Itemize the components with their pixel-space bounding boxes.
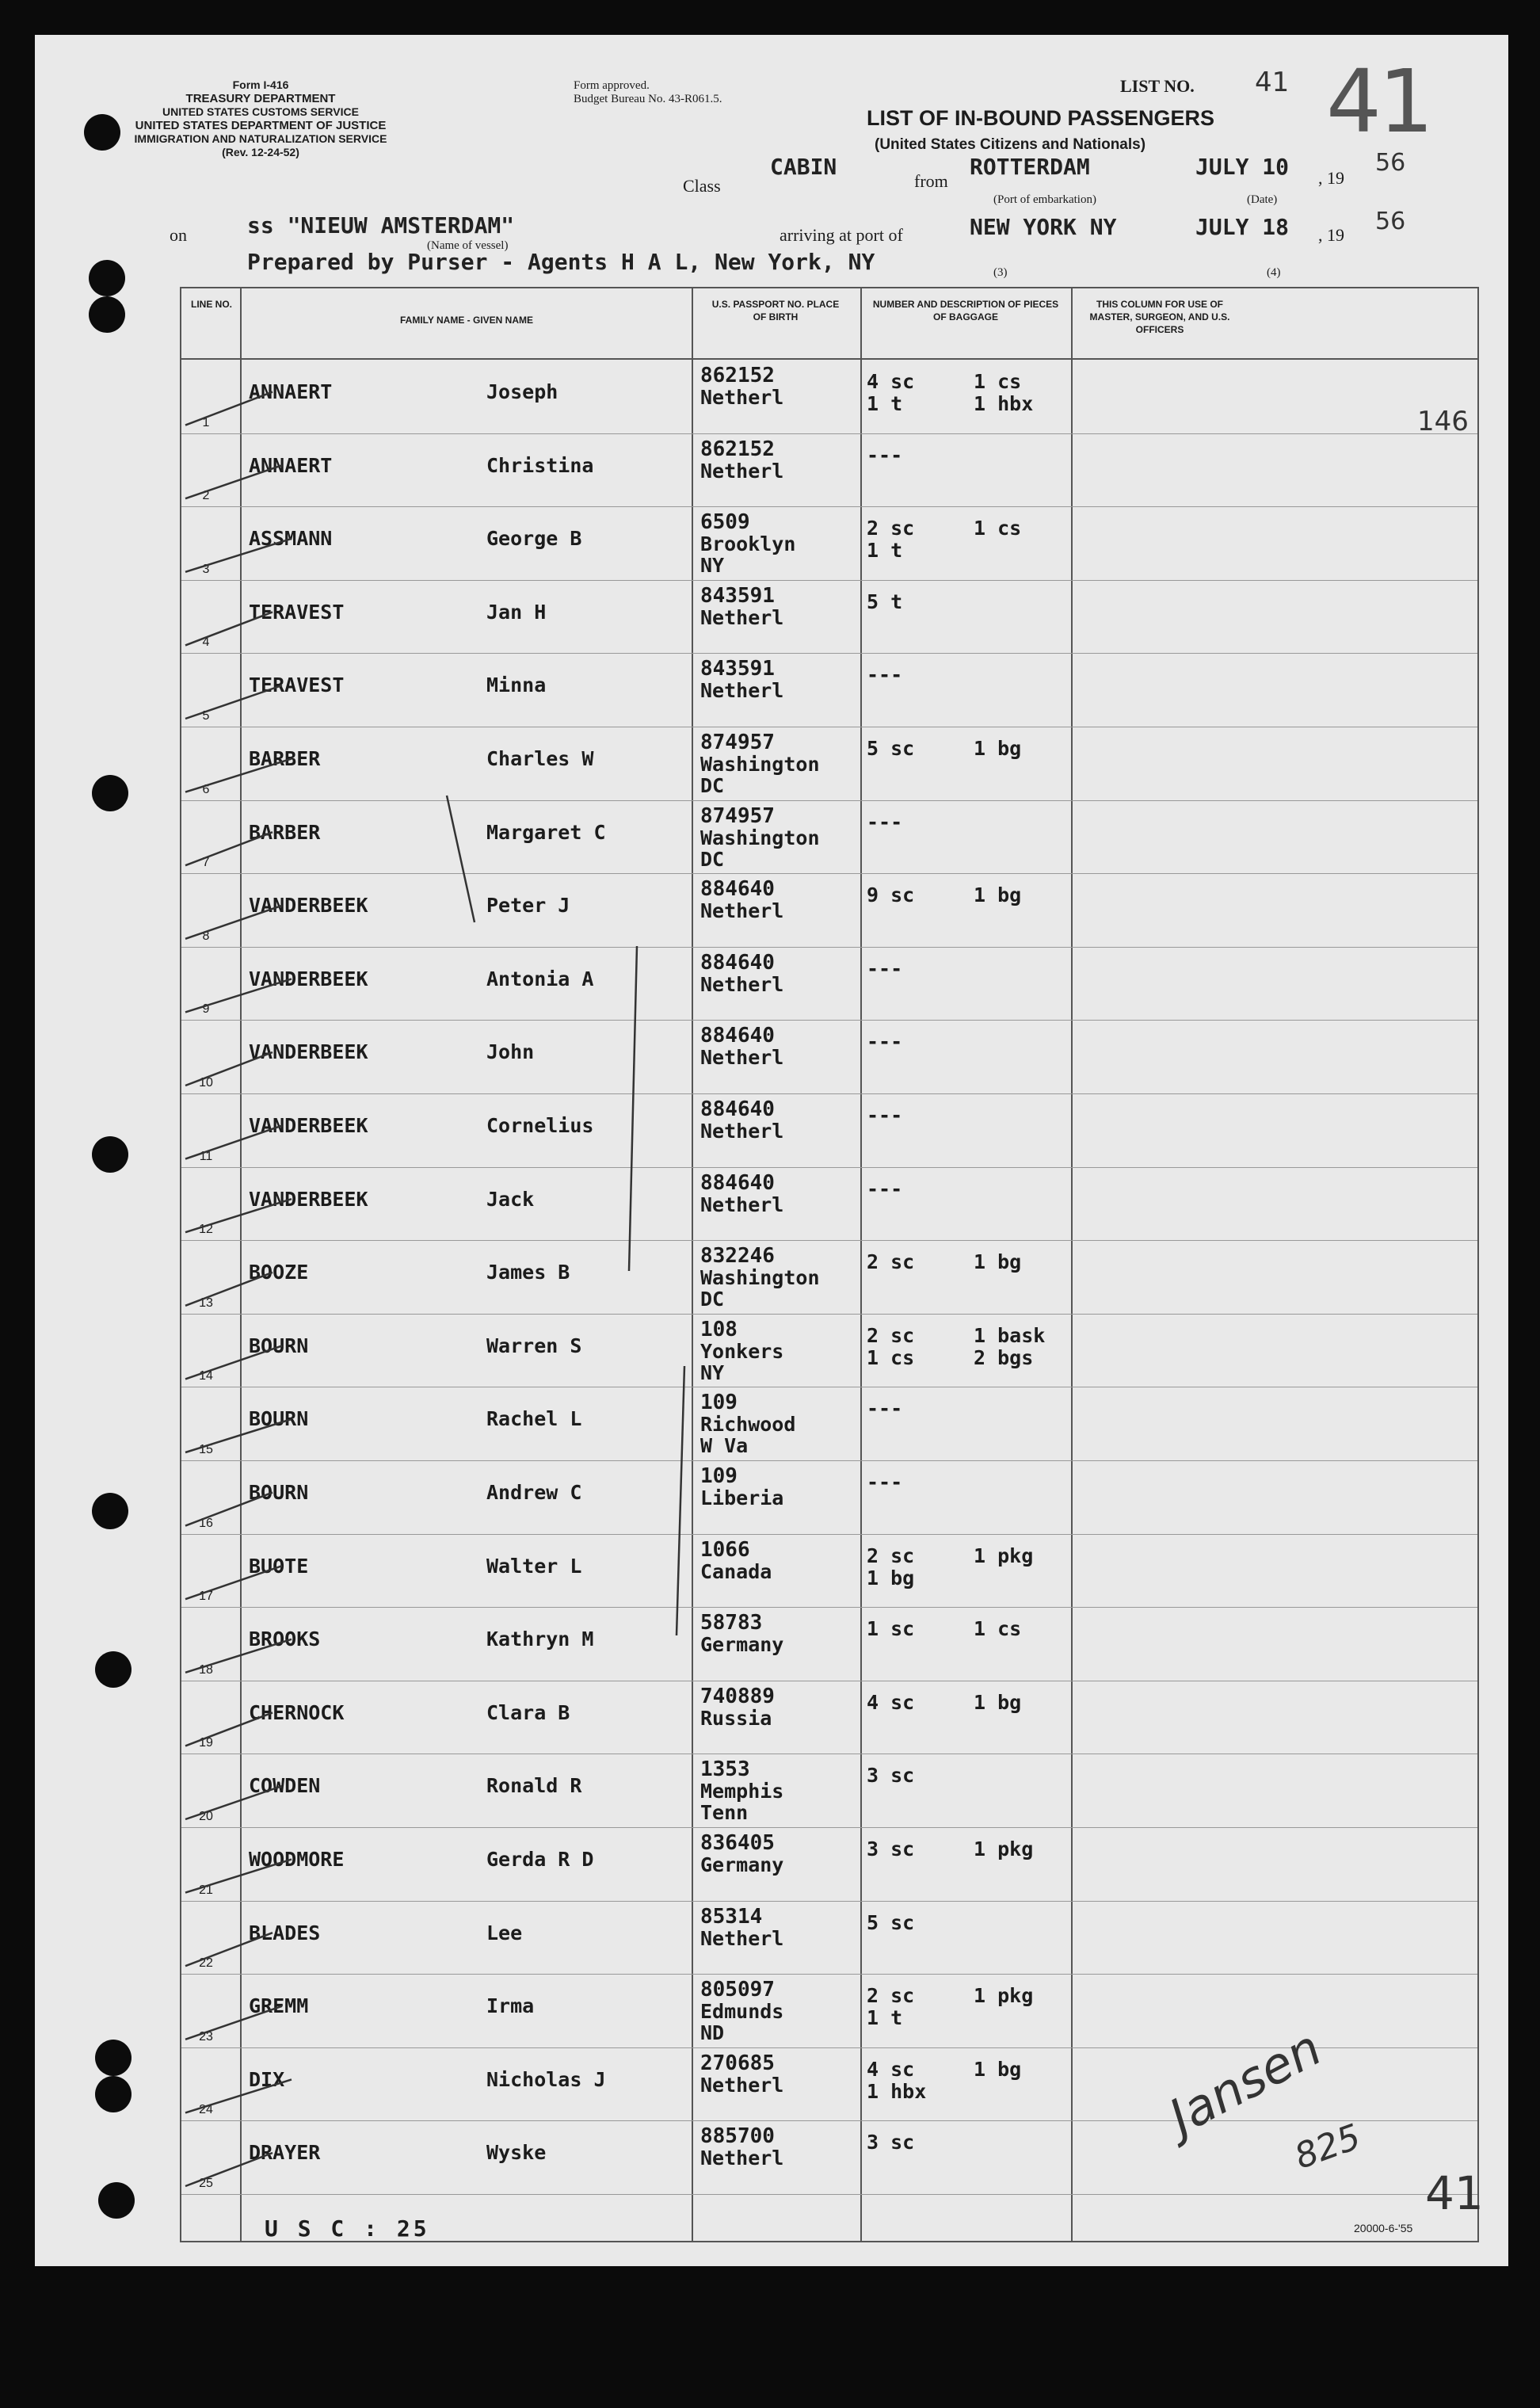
line-number: 8 xyxy=(202,929,210,943)
line-number: 2 xyxy=(202,489,210,503)
family-name: ANNAERT xyxy=(249,453,333,477)
date-label: (Date) xyxy=(1247,193,1278,206)
baggage-primary: --- xyxy=(867,443,903,467)
form-number: Form I-416 xyxy=(232,78,289,91)
family-name: BARBER xyxy=(249,820,321,844)
baggage-secondary: 1 cs 1 hbx xyxy=(974,370,1034,415)
punch-hole xyxy=(92,1493,128,1529)
class-label: Class xyxy=(683,176,721,196)
prepared-by: Prepared by Purser - Agents H A L, New York, NY xyxy=(247,249,875,275)
place-of-birth: Netherl xyxy=(700,459,784,483)
family-name: BOURN xyxy=(249,1334,309,1357)
family-name: DIX xyxy=(249,2067,285,2091)
baggage-primary: 3 sc xyxy=(867,1764,915,1788)
passport-number: 58783 xyxy=(700,1611,763,1635)
place-of-birth: Netherl xyxy=(700,972,784,996)
given-name: Lee xyxy=(486,1921,523,1944)
family-name: BUOTE xyxy=(249,1554,309,1578)
passenger-table xyxy=(180,287,1479,2242)
baggage-secondary: 1 cs xyxy=(974,1617,1022,1641)
baggage-primary: 5 sc xyxy=(867,1910,915,1934)
col-header-officers: THIS COLUMN FOR USE OF MASTER, SURGEON, AND U.S. OFFICERS xyxy=(1089,299,1230,335)
mark-4: (4) xyxy=(1267,266,1281,279)
class-value: CABIN xyxy=(770,154,837,180)
given-name: Kathryn M xyxy=(486,1628,594,1651)
given-name: Jack xyxy=(486,1187,535,1211)
baggage-secondary: 1 bask 2 bgs xyxy=(974,1323,1046,1369)
table-row xyxy=(181,2120,1477,2195)
line-number: 3 xyxy=(202,562,210,576)
baggage-primary: 5 t xyxy=(867,590,903,613)
table-row xyxy=(181,1387,1477,1461)
place-of-birth: Netherl xyxy=(700,605,784,629)
line-number: 16 xyxy=(199,1516,213,1530)
baggage-primary: --- xyxy=(867,1104,903,1127)
baggage-primary: 9 sc xyxy=(867,883,915,907)
place-of-birth: Edmunds ND xyxy=(700,2000,784,2045)
family-name: COWDEN xyxy=(249,1774,321,1798)
baggage-primary: --- xyxy=(867,810,903,834)
place-of-birth: Netherl xyxy=(700,1926,784,1950)
footer-usc-count: U S C : 25 xyxy=(265,2215,430,2242)
table-row xyxy=(181,1827,1477,1902)
family-name: ASSMANN xyxy=(249,527,333,551)
place-of-birth: Germany xyxy=(700,1853,784,1876)
baggage-primary: --- xyxy=(867,1397,903,1421)
passport-number: 843591 xyxy=(700,657,775,681)
line-number: 25 xyxy=(199,2176,213,2190)
given-name: Margaret C xyxy=(486,820,606,844)
given-name: Jan H xyxy=(486,600,547,624)
passport-number: 884640 xyxy=(700,950,775,975)
passport-number: 740889 xyxy=(700,1684,775,1708)
baggage-secondary: 1 bg xyxy=(974,1690,1022,1714)
given-name: Ronald R xyxy=(486,1774,582,1798)
place-of-birth: Netherl xyxy=(700,1046,784,1070)
baggage-secondary: 1 bg xyxy=(974,737,1022,760)
line-number: 5 xyxy=(202,708,210,723)
line-number: 12 xyxy=(199,1223,213,1237)
given-name: Charles W xyxy=(486,747,594,770)
passport-number: 109 xyxy=(700,1464,738,1488)
passport-number: 874957 xyxy=(700,731,775,754)
place-of-birth: Netherl xyxy=(700,1120,784,1143)
family-name: VANDERBEEK xyxy=(249,1040,368,1064)
departure-year-prefix: , 19 xyxy=(1318,168,1344,188)
line-number: 10 xyxy=(199,1075,213,1090)
passport-number: 843591 xyxy=(700,583,775,608)
table-row xyxy=(181,1607,1477,1681)
passport-number: 6509 xyxy=(700,510,750,535)
arrival-date: JULY 18 xyxy=(1195,214,1290,240)
place-of-birth: Germany xyxy=(700,1633,784,1657)
arrival-year: 56 xyxy=(1375,208,1406,235)
baggage-primary: 5 sc xyxy=(867,737,915,760)
given-name: Minna xyxy=(486,674,547,697)
place-of-birth: Memphis Tenn xyxy=(700,1780,784,1825)
embark-port: ROTTERDAM xyxy=(970,154,1090,180)
place-of-birth: Netherl xyxy=(700,899,784,923)
baggage-primary: 3 sc xyxy=(867,2131,915,2154)
treasury-dept: TREASURY DEPARTMENT xyxy=(185,92,336,105)
given-name: Antonia A xyxy=(486,967,594,990)
col-header-name: FAMILY NAME - GIVEN NAME xyxy=(399,315,534,326)
given-name: James B xyxy=(486,1261,570,1284)
punch-hole xyxy=(98,2182,135,2219)
place-of-birth: Brooklyn NY xyxy=(700,532,796,578)
table-row xyxy=(181,1020,1477,1094)
list-no-label: LIST NO. xyxy=(1120,76,1195,96)
place-of-birth: Netherl xyxy=(700,679,784,703)
line-number: 13 xyxy=(199,1296,213,1310)
baggage-secondary: 1 bg xyxy=(974,2057,1022,2081)
family-name: VANDERBEEK xyxy=(249,967,368,990)
place-of-birth: Netherl xyxy=(700,2073,784,2097)
family-name: BARBER xyxy=(249,747,321,770)
passport-number: 1353 xyxy=(700,1757,750,1782)
table-row xyxy=(181,800,1477,875)
punch-hole xyxy=(92,775,128,811)
baggage-primary: 2 sc 1 t xyxy=(867,517,915,563)
line-number: 4 xyxy=(202,635,210,650)
budget-bureau: Budget Bureau No. 43-R061.5. xyxy=(574,93,722,105)
family-name: WOODMORE xyxy=(249,1848,345,1871)
table-row xyxy=(181,653,1477,727)
vessel-name-label: (Name of vessel) xyxy=(427,239,509,252)
line-number: 24 xyxy=(199,2103,213,2117)
baggage-secondary: 1 bg xyxy=(974,883,1022,907)
line-number: 9 xyxy=(202,1002,210,1017)
given-name: George B xyxy=(486,527,582,551)
arriving-label: arriving at port of xyxy=(780,225,903,245)
vessel-name: ss "NIEUW AMSTERDAM" xyxy=(247,212,515,239)
passport-number: 836405 xyxy=(700,1831,775,1855)
line-number: 23 xyxy=(199,2029,213,2044)
table-row xyxy=(181,1167,1477,1242)
passport-number: 884640 xyxy=(700,877,775,902)
table-row xyxy=(181,873,1477,948)
given-name: Peter J xyxy=(486,894,570,918)
passport-number: 85314 xyxy=(700,1904,763,1929)
baggage-primary: --- xyxy=(867,1177,903,1200)
passport-number: 885700 xyxy=(700,2124,775,2149)
line-number: 20 xyxy=(199,1809,213,1823)
col-header-baggage: NUMBER AND DESCRIPTION OF PIECES OF BAGGAGE xyxy=(872,299,1059,322)
baggage-primary: 2 sc 1 t xyxy=(867,1984,915,2030)
manifest-subtitle: (United States Citizens and Nationals) xyxy=(875,136,1146,153)
given-name: Nicholas J xyxy=(486,2067,606,2091)
big-list-number: 41 xyxy=(1326,51,1431,152)
table-row xyxy=(181,1901,1477,1975)
baggage-secondary: 1 pkg xyxy=(974,1837,1034,1860)
baggage-primary: 3 sc xyxy=(867,1837,915,1860)
family-name: VANDERBEEK xyxy=(249,894,368,918)
line-number: 22 xyxy=(199,1956,213,1971)
on-label: on xyxy=(170,225,187,245)
given-name: Joseph xyxy=(486,380,558,403)
baggage-primary: --- xyxy=(867,663,903,687)
baggage-primary: 4 sc 1 t xyxy=(867,370,915,415)
place-of-birth: Washington DC xyxy=(700,1266,820,1311)
punch-hole xyxy=(89,296,125,333)
baggage-primary: --- xyxy=(867,1030,903,1054)
table-row xyxy=(181,580,1477,654)
passport-number: 109 xyxy=(700,1391,738,1415)
table-row xyxy=(181,433,1477,508)
given-name: Warren S xyxy=(486,1334,582,1357)
passport-number: 270685 xyxy=(700,2051,775,2075)
baggage-primary: 4 sc 1 hbx xyxy=(867,2057,927,2103)
place-of-birth: Richwood W Va xyxy=(700,1413,796,1458)
from-label: from xyxy=(914,171,948,191)
col-header-line-no: LINE NO. xyxy=(190,299,232,310)
family-name: VANDERBEEK xyxy=(249,1114,368,1137)
given-name: Andrew C xyxy=(486,1481,582,1504)
passport-number: 862152 xyxy=(700,437,775,461)
line-number: 18 xyxy=(199,1662,213,1677)
handwritten-list-number: 41 xyxy=(1425,2166,1484,2220)
given-name: Gerda R D xyxy=(486,1848,594,1871)
baggage-primary: 1 sc xyxy=(867,1617,915,1641)
departure-year: 56 xyxy=(1375,149,1406,177)
place-of-birth: Yonkers NY xyxy=(700,1339,784,1384)
footer-form-code: 20000-6-'55 xyxy=(1354,2222,1413,2234)
passport-number: 884640 xyxy=(700,1170,775,1195)
col-header-passport: U.S. PASSPORT NO. PLACE OF BIRTH xyxy=(711,299,840,322)
baggage-primary: 2 sc 1 cs xyxy=(867,1323,915,1369)
family-name: BLADES xyxy=(249,1921,321,1944)
line-number: 14 xyxy=(199,1369,213,1383)
justice-dept: UNITED STATES DEPARTMENT OF JUSTICE xyxy=(135,119,387,132)
given-name: Wyske xyxy=(486,2141,547,2165)
handwritten-figure: 825 xyxy=(1289,2116,1367,2177)
family-name: GREMM xyxy=(249,1994,309,2018)
mark-3: (3) xyxy=(993,266,1008,279)
table-row xyxy=(181,360,1477,434)
table-row xyxy=(181,1240,1477,1315)
given-name: Clara B xyxy=(486,1700,570,1724)
table-row xyxy=(181,1754,1477,1828)
family-name: BOURN xyxy=(249,1407,309,1431)
port-embarkation-label: (Port of embarkation) xyxy=(993,193,1096,206)
baggage-secondary: 1 pkg xyxy=(974,1984,1034,2008)
passport-number: 832246 xyxy=(700,1244,775,1269)
list-no-value: 41 xyxy=(1255,67,1290,98)
family-name: ANNAERT xyxy=(249,380,333,403)
punch-hole xyxy=(95,1651,132,1688)
passport-number: 874957 xyxy=(700,803,775,828)
line-number: 6 xyxy=(202,782,210,796)
line-number: 11 xyxy=(199,1149,213,1163)
family-name: TERAVEST xyxy=(249,674,345,697)
place-of-birth: Netherl xyxy=(700,2147,784,2170)
place-of-birth: Washington DC xyxy=(700,826,820,871)
punch-hole xyxy=(95,2076,132,2112)
passport-number: 108 xyxy=(700,1317,738,1341)
punch-hole xyxy=(89,260,125,296)
baggage-secondary: 1 cs xyxy=(974,517,1022,540)
punch-hole xyxy=(95,2040,132,2076)
baggage-primary: 2 sc 1 bg xyxy=(867,1544,915,1589)
family-name: VANDERBEEK xyxy=(249,1187,368,1211)
family-name: TERAVEST xyxy=(249,600,345,624)
table-row xyxy=(181,1460,1477,1535)
place-of-birth: Washington DC xyxy=(700,753,820,797)
table-row xyxy=(181,947,1477,1021)
place-of-birth: Canada xyxy=(700,1559,772,1583)
passport-number: 862152 xyxy=(700,364,775,387)
line-number: 21 xyxy=(199,1883,213,1897)
table-row xyxy=(181,1093,1477,1168)
line-number: 7 xyxy=(202,856,210,870)
ins-service: IMMIGRATION AND NATURALIZATION SERVICE xyxy=(134,132,387,145)
arrival-year-prefix: , 19 xyxy=(1318,225,1344,245)
passport-number: 805097 xyxy=(700,1978,775,2002)
place-of-birth: Russia xyxy=(700,1706,772,1730)
given-name: Irma xyxy=(486,1994,535,2018)
table-row xyxy=(181,1314,1477,1388)
given-name: Walter L xyxy=(486,1554,582,1578)
baggage-primary: --- xyxy=(867,1471,903,1494)
family-name: BOOZE xyxy=(249,1261,309,1284)
family-name: DRAYER xyxy=(249,2141,321,2165)
place-of-birth: Netherl xyxy=(700,386,784,409)
table-row xyxy=(181,727,1477,801)
punch-hole xyxy=(84,114,120,151)
table-row xyxy=(181,1681,1477,1755)
baggage-primary: 4 sc xyxy=(867,1690,915,1714)
passport-number: 884640 xyxy=(700,1024,775,1048)
departure-date: JULY 10 xyxy=(1195,154,1290,180)
manifest-page xyxy=(35,35,1508,2266)
line-number: 17 xyxy=(199,1589,213,1604)
passport-number: 1066 xyxy=(700,1537,750,1562)
handwritten-signature: Jansen xyxy=(1160,2018,1331,2147)
baggage-primary: 2 sc xyxy=(867,1250,915,1274)
given-name: Christina xyxy=(486,453,594,477)
passport-number: 884640 xyxy=(700,1097,775,1121)
place-of-birth: Netherl xyxy=(700,1193,784,1216)
place-of-birth: Liberia xyxy=(700,1486,784,1509)
family-name: BOURN xyxy=(249,1481,309,1504)
form-agency-block xyxy=(130,78,391,159)
given-name: Rachel L xyxy=(486,1407,582,1431)
line-number: 15 xyxy=(199,1442,213,1456)
baggage-secondary: 1 pkg xyxy=(974,1544,1034,1567)
family-name: CHERNOCK xyxy=(249,1700,345,1724)
punch-hole xyxy=(92,1136,128,1173)
given-name: Cornelius xyxy=(486,1114,594,1137)
form-revision: (Rev. 12-24-52) xyxy=(222,146,299,158)
baggage-secondary: 1 bg xyxy=(974,1250,1022,1274)
customs-service: UNITED STATES CUSTOMS SERVICE xyxy=(162,105,359,118)
baggage-primary: --- xyxy=(867,956,903,980)
manifest-title: LIST OF IN-BOUND PASSENGERS xyxy=(867,106,1215,130)
table-row xyxy=(181,1534,1477,1609)
line-number: 19 xyxy=(199,1736,213,1750)
table-row xyxy=(181,506,1477,581)
row1-officer-note: 146 xyxy=(1417,406,1469,437)
family-name: BROOKS xyxy=(249,1628,321,1651)
arrival-port: NEW YORK NY xyxy=(970,214,1117,240)
given-name: John xyxy=(486,1040,535,1064)
line-number: 1 xyxy=(202,415,210,429)
form-approved: Form approved. xyxy=(574,79,650,92)
